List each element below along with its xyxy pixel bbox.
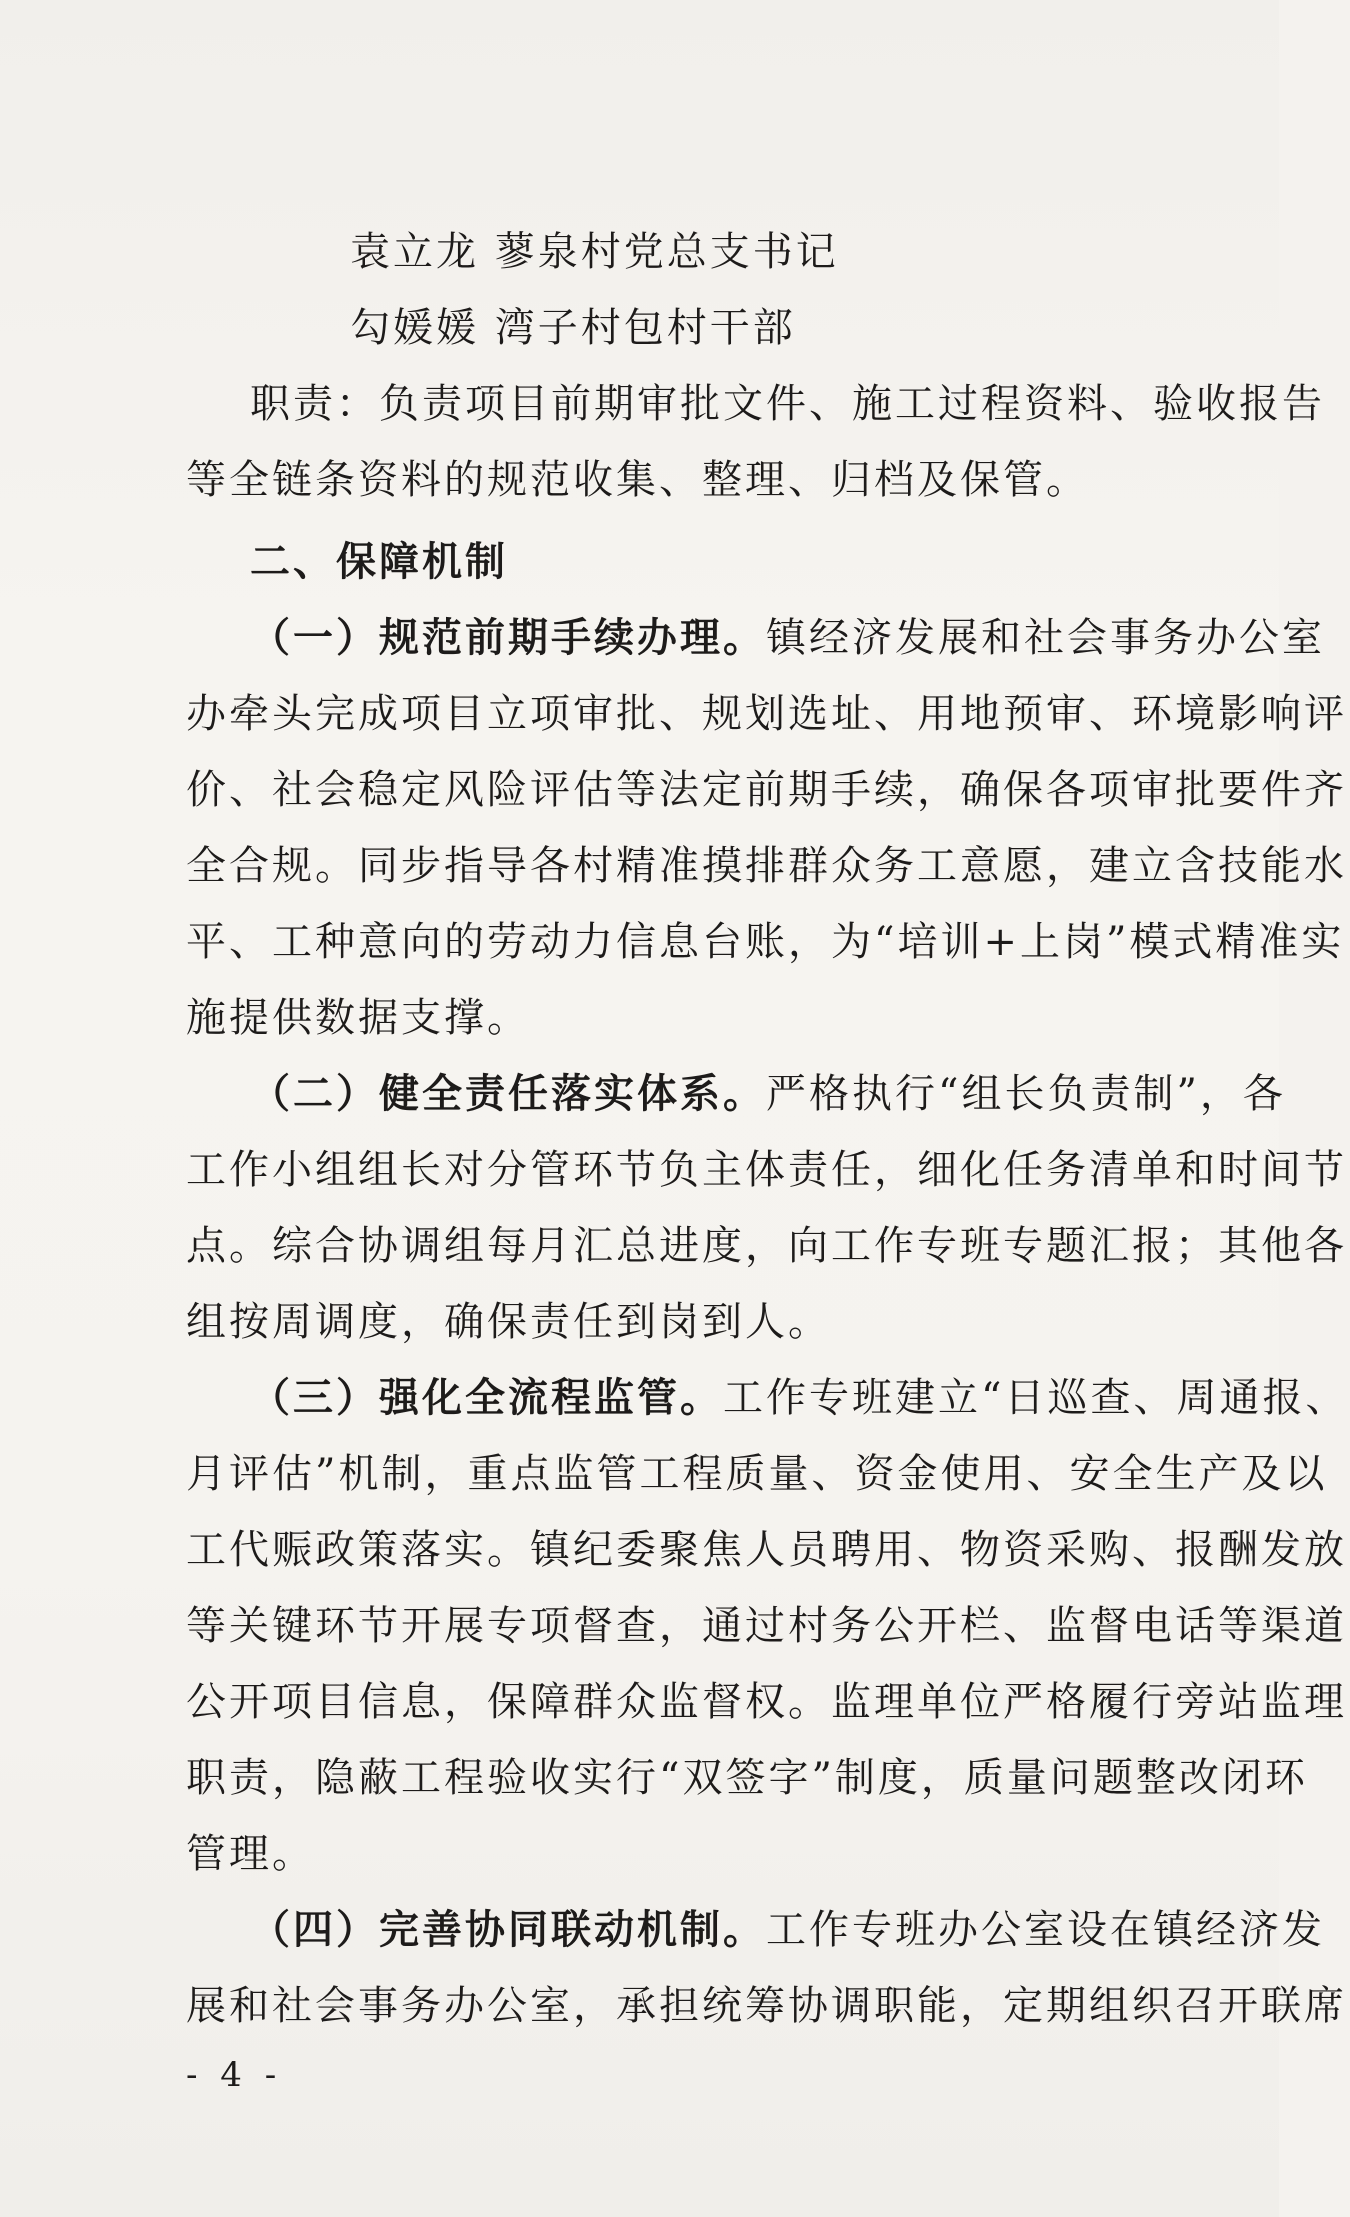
item-2-title: （二）健全责任落实体系。: [250, 1070, 766, 1117]
item-3-first-line: [250, 1374, 1349, 1422]
item-3-line: 工代赈政策落实。镇纪委聚焦人员聘用、物资采购、报酬发放: [186, 1527, 1347, 1573]
item-4-line: 展和社会事务办公室，承担统筹协调职能，定期组织召开联席: [186, 1983, 1347, 2029]
section-heading: 二、保障机制: [250, 538, 508, 585]
member-title: 蓼泉村党总支书记: [494, 229, 839, 275]
item-3-text: 工作专班建立“日巡查、周通报、: [723, 1375, 1349, 1421]
page-number: - 4 -: [186, 2055, 283, 2095]
member-name: 勾媛媛: [350, 305, 479, 351]
item-1-line: 价、社会稳定风险评估等法定前期手续，确保各项审批要件齐: [186, 767, 1347, 813]
item-2-line: 工作小组组长对分管环节负主体责任，细化任务清单和时间节: [186, 1147, 1347, 1193]
member-line-2: [350, 304, 1350, 352]
item-1-text: 镇经济发展和社会事务办公室: [766, 615, 1325, 661]
item-4-title: （四）完善协同联动机制。: [250, 1906, 766, 1953]
item-1-line: 平、工种意向的劳动力信息台账，为“培训+上岗”模式精准实: [186, 919, 1345, 965]
duty-text: 负责项目前期审批文件、施工过程资料、验收报告: [379, 381, 1325, 427]
item-3-title: （三）强化全流程监管。: [250, 1374, 723, 1421]
item-1-line: 全合规。同步指导各村精准摸排群众务工意愿，建立含技能水: [186, 843, 1347, 889]
item-1-line: 办牵头完成项目立项审批、规划选址、用地预审、环境影响评: [186, 691, 1347, 737]
item-2-line: 组按周调度，确保责任到岗到人。: [186, 1299, 831, 1345]
item-1-line: 施提供数据支撑。: [186, 995, 530, 1041]
item-3-line: 等关键环节开展专项督查，通过村务公开栏、监督电话等渠道: [186, 1603, 1347, 1649]
member-name: 袁立龙: [350, 229, 479, 275]
item-2-text: 严格执行“组长负责制”，各: [766, 1071, 1286, 1117]
duty-label: 职责：: [250, 381, 379, 427]
item-3-line: 管理。: [186, 1831, 315, 1877]
duty-line-2: 等全链条资料的规范收集、整理、归档及保管。: [186, 457, 1089, 503]
item-3-line: 公开项目信息，保障群众监督权。监理单位严格履行旁站监理: [186, 1679, 1347, 1725]
item-3-line: 月评估”机制，重点监管工程质量、资金使用、安全生产及以: [186, 1451, 1328, 1497]
member-line-1: [350, 228, 1350, 276]
duty-line-1: [250, 380, 1325, 428]
item-3-line: 职责，隐蔽工程验收实行“双签字”制度，质量问题整改闭环: [186, 1755, 1308, 1801]
member-title: 湾子村包村干部: [494, 305, 796, 351]
item-4-text: 工作专班办公室设在镇经济发: [766, 1907, 1325, 1953]
item-1-first-line: [250, 614, 1325, 662]
item-2-line: 点。综合协调组每月汇总进度，向工作专班专题汇报；其他各: [186, 1223, 1347, 1269]
item-1-title: （一）规范前期手续办理。: [250, 614, 766, 661]
item-4-first-line: [250, 1906, 1325, 1954]
item-2-first-line: [250, 1070, 1286, 1118]
